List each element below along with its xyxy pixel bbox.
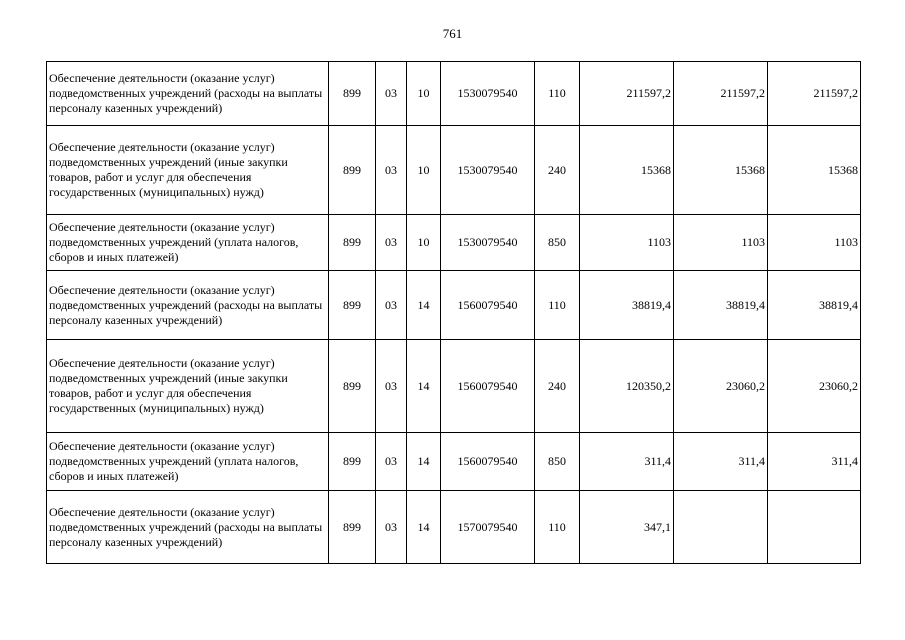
amount-3-cell: 211597,2 xyxy=(768,62,861,126)
expense-type-cell: 110 xyxy=(535,62,580,126)
section-code-cell: 03 xyxy=(376,340,407,433)
amount-3-cell: 311,4 xyxy=(768,433,861,491)
section-code-cell: 03 xyxy=(376,491,407,564)
amount-2-cell xyxy=(674,491,768,564)
amount-2-cell: 211597,2 xyxy=(674,62,768,126)
expense-name-cell: Обеспечение деятельности (оказание услуг) подведомственных учреждений (иные закупки товаров, работ и услуг для обеспечения государственных (муниципальных) нужд) xyxy=(47,126,329,215)
amount-3-cell: 38819,4 xyxy=(768,271,861,340)
amount-2-cell: 23060,2 xyxy=(674,340,768,433)
expense-name-cell: Обеспечение деятельности (оказание услуг) подведомственных учреждений (расходы на выплаты персоналу казенных учреждений) xyxy=(47,271,329,340)
expense-name-cell: Обеспечение деятельности (оказание услуг) подведомственных учреждений (иные закупки товаров, работ и услуг для обеспечения государственных (муниципальных) нужд) xyxy=(47,340,329,433)
amount-3-cell: 15368 xyxy=(768,126,861,215)
department-code-cell: 899 xyxy=(329,215,376,271)
table-row xyxy=(47,215,861,271)
subsection-code-cell: 14 xyxy=(407,271,441,340)
target-article-cell: 1570079540 xyxy=(441,491,535,564)
section-code-cell: 03 xyxy=(376,433,407,491)
page-number: 761 xyxy=(442,26,463,41)
amount-1-cell: 1103 xyxy=(580,215,674,271)
target-article-cell: 1560079540 xyxy=(441,340,535,433)
amount-1-cell: 211597,2 xyxy=(580,62,674,126)
amount-2-cell: 1103 xyxy=(674,215,768,271)
amount-3-cell: 23060,2 xyxy=(768,340,861,433)
department-code-cell: 899 xyxy=(329,433,376,491)
department-code-cell: 899 xyxy=(329,62,376,126)
expense-type-cell: 240 xyxy=(535,126,580,215)
subsection-code-cell: 10 xyxy=(407,215,441,271)
subsection-code-cell: 10 xyxy=(407,62,441,126)
subsection-code-cell: 10 xyxy=(407,126,441,215)
section-code-cell: 03 xyxy=(376,126,407,215)
amount-1-cell: 120350,2 xyxy=(580,340,674,433)
target-article-cell: 1530079540 xyxy=(441,215,535,271)
expense-type-cell: 110 xyxy=(535,271,580,340)
department-code-cell: 899 xyxy=(329,491,376,564)
table-row xyxy=(47,340,861,433)
department-code-cell: 899 xyxy=(329,271,376,340)
amount-1-cell: 347,1 xyxy=(580,491,674,564)
target-article-cell: 1530079540 xyxy=(441,126,535,215)
expense-type-cell: 240 xyxy=(535,340,580,433)
amount-1-cell: 38819,4 xyxy=(580,271,674,340)
table-row xyxy=(47,491,861,564)
amount-1-cell: 311,4 xyxy=(580,433,674,491)
expense-name-cell: Обеспечение деятельности (оказание услуг) подведомственных учреждений (уплата налогов, сборов и иных платежей) xyxy=(47,433,329,491)
expense-type-cell: 110 xyxy=(535,491,580,564)
amount-3-cell xyxy=(768,491,861,564)
expense-name-cell: Обеспечение деятельности (оказание услуг) подведомственных учреждений (уплата налогов, сборов и иных платежей) xyxy=(47,215,329,271)
budget-table xyxy=(46,61,861,564)
table-row xyxy=(47,62,861,126)
section-code-cell: 03 xyxy=(376,215,407,271)
amount-1-cell: 15368 xyxy=(580,126,674,215)
section-code-cell: 03 xyxy=(376,271,407,340)
target-article-cell: 1530079540 xyxy=(441,62,535,126)
subsection-code-cell: 14 xyxy=(407,491,441,564)
amount-3-cell: 1103 xyxy=(768,215,861,271)
expense-type-cell: 850 xyxy=(535,433,580,491)
target-article-cell: 1560079540 xyxy=(441,271,535,340)
subsection-code-cell: 14 xyxy=(407,340,441,433)
expense-name-cell: Обеспечение деятельности (оказание услуг) подведомственных учреждений (расходы на выплаты персоналу казенных учреждений) xyxy=(47,62,329,126)
expense-name-cell: Обеспечение деятельности (оказание услуг) подведомственных учреждений (расходы на выплаты персоналу казенных учреждений) xyxy=(47,491,329,564)
amount-2-cell: 15368 xyxy=(674,126,768,215)
table-row xyxy=(47,433,861,491)
table-row xyxy=(47,126,861,215)
department-code-cell: 899 xyxy=(329,126,376,215)
amount-2-cell: 311,4 xyxy=(674,433,768,491)
department-code-cell: 899 xyxy=(329,340,376,433)
target-article-cell: 1560079540 xyxy=(441,433,535,491)
expense-type-cell: 850 xyxy=(535,215,580,271)
table-row xyxy=(47,271,861,340)
section-code-cell: 03 xyxy=(376,62,407,126)
amount-2-cell: 38819,4 xyxy=(674,271,768,340)
subsection-code-cell: 14 xyxy=(407,433,441,491)
